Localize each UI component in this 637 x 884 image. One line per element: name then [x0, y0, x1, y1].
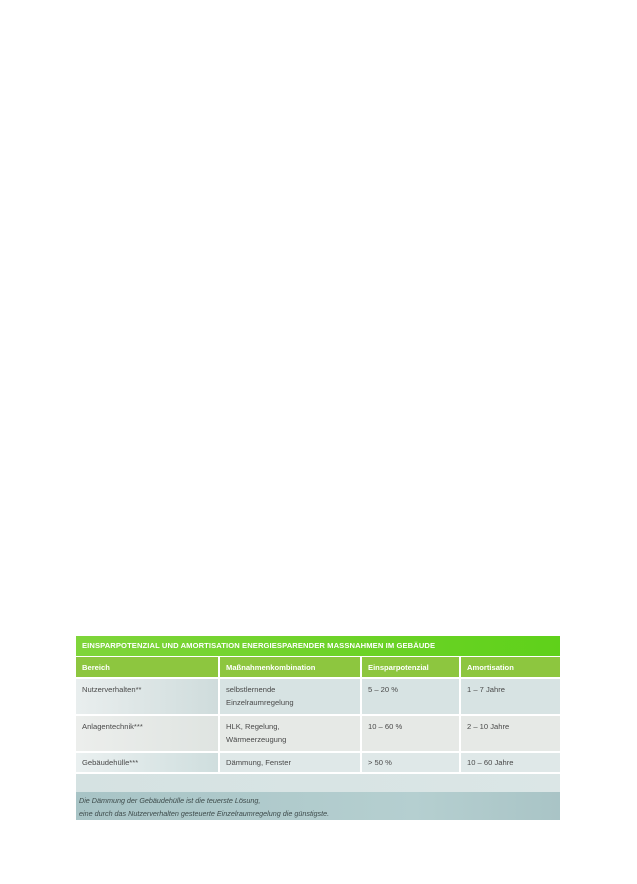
- table-header-row: [76, 657, 560, 678]
- footnote-line-2: eine durch das Nutzerverhalten gesteuerte Einzelraumregelung die günstigste.: [79, 809, 330, 818]
- savings-table-block: [76, 636, 560, 820]
- cell-amortisation: 1 – 7 Jahre: [460, 678, 560, 715]
- cell-massnahme: [219, 715, 361, 752]
- cell-massnahme: [219, 678, 361, 715]
- cell-amortisation: 2 – 10 Jahre: [460, 715, 560, 752]
- cell-amortisation: 10 – 60 Jahre: [460, 752, 560, 773]
- table-row: [76, 715, 560, 752]
- footnote-line-1: Die Dämmung der Gebäudehülle ist die teuerste Lösung,: [79, 796, 261, 805]
- cell-einsparpotenzial: 5 – 20 %: [361, 678, 460, 715]
- cell-massnahme-line: Einzelraumregelung: [226, 698, 294, 707]
- cell-massnahme-line: Dämmung, Fenster: [226, 758, 291, 767]
- cell-bereich: Nutzerverhalten**: [76, 678, 219, 715]
- cell-massnahme-line: selbstlernende: [226, 685, 276, 694]
- savings-table: [76, 657, 560, 774]
- cell-massnahme: [219, 752, 361, 773]
- table-footnote: [76, 792, 560, 820]
- column-header-einsparpotenzial: Einsparpotenzial: [361, 657, 460, 678]
- table-spacer-band: [76, 774, 560, 792]
- table-title: EINSPARPOTENZIAL UND AMORTISATION ENERGIESPARENDER MASSNAHMEN IM GEBÄUDE: [76, 636, 560, 656]
- cell-einsparpotenzial: 10 – 60 %: [361, 715, 460, 752]
- table-row: [76, 678, 560, 715]
- table-row: [76, 752, 560, 773]
- cell-massnahme-line: Wärmeerzeugung: [226, 735, 287, 744]
- column-header-amortisation: Amortisation: [460, 657, 560, 678]
- column-header-bereich: Bereich: [76, 657, 219, 678]
- cell-einsparpotenzial: > 50 %: [361, 752, 460, 773]
- cell-bereich: Gebäudehülle***: [76, 752, 219, 773]
- cell-massnahme-line: HLK, Regelung,: [226, 722, 280, 731]
- column-header-massnahme: Maßnahmenkombination: [219, 657, 361, 678]
- cell-bereich: Anlagentechnik***: [76, 715, 219, 752]
